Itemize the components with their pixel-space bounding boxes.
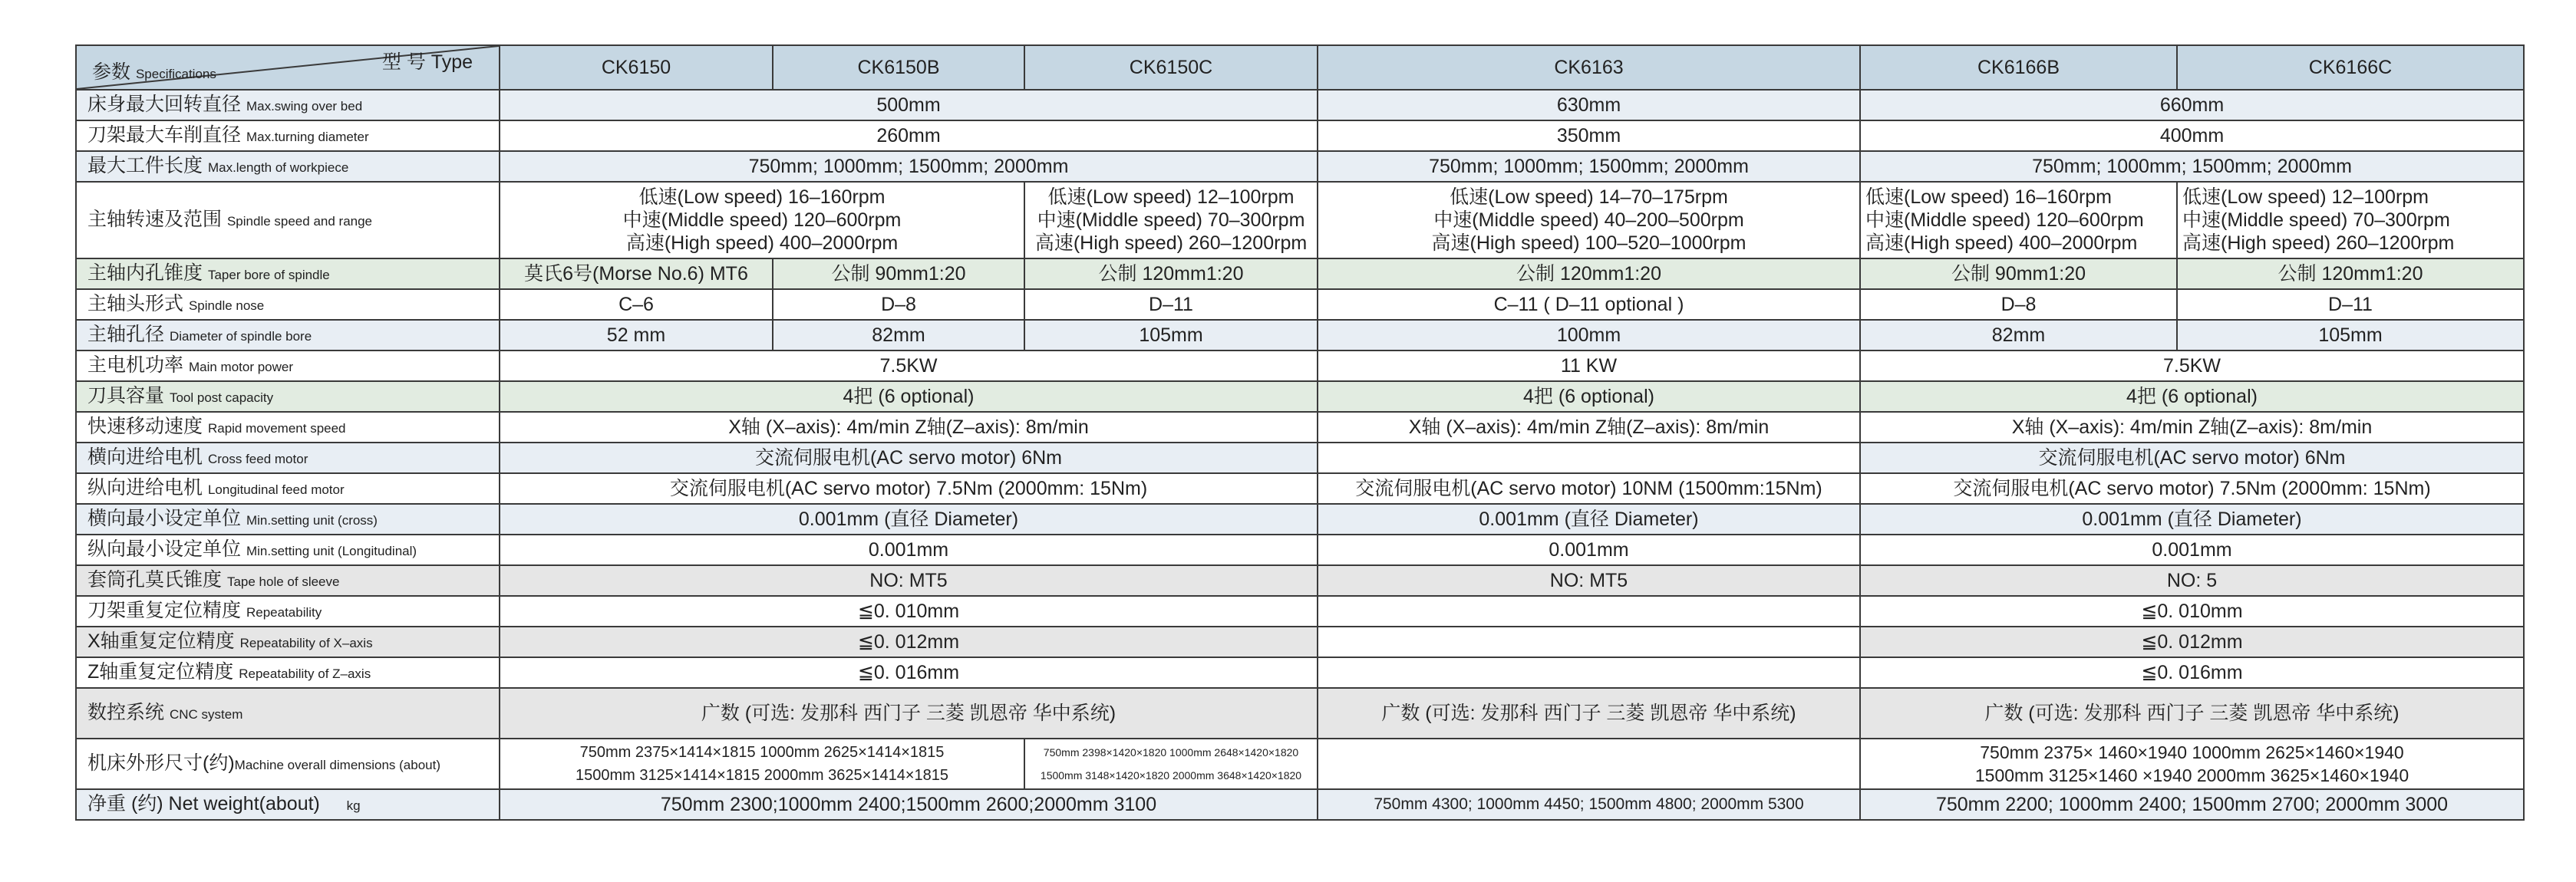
value-cell: 广数 (可选: 发那科 西门子 三菱 凯恩帝 华中系统) — [1318, 688, 1860, 739]
value-cell: 公制 120mm1:20 — [1024, 258, 1318, 289]
value-cell: 750mm 2375×1414×1815 1000mm 2625×1414×1815 1500mm 3125×1414×1815 2000mm 3625×1414×1815 — [500, 739, 1024, 789]
value-cell: 750mm 4300; 1000mm 4450; 1500mm 4800; 2000mm 5300 — [1318, 789, 1860, 820]
param-label: 净重 (约) Net weight(about) kg — [76, 789, 500, 820]
row-cnc — [76, 688, 2524, 739]
param-label: 数控系统 CNC system — [76, 688, 500, 739]
value-cell: 4把 (6 optional) — [500, 381, 1318, 412]
value-cell-empty — [1318, 443, 1860, 473]
param-label: 主轴转速及范围 Spindle speed and range — [76, 182, 500, 258]
header-corner-cell — [76, 45, 500, 90]
value-cell: 82mm — [1860, 320, 2177, 350]
param-label: 主轴内孔锥度 Taper bore of spindle — [76, 258, 500, 289]
param-label: 主轴孔径 Diameter of spindle bore — [76, 320, 500, 350]
value-cell: 0.001mm (直径 Diameter) — [1318, 504, 1860, 535]
param-label: 最大工件长度 Max.length of workpiece — [76, 151, 500, 182]
value-cell: 660mm — [1860, 90, 2524, 120]
row-spindle-speed — [76, 182, 2524, 258]
value-cell: 公制 90mm1:20 — [1860, 258, 2177, 289]
value-cell: 105mm — [1024, 320, 1318, 350]
value-cell: 交流伺服电机(AC servo motor) 6Nm — [1860, 443, 2524, 473]
param-label: X轴重复定位精度 Repeatability of X–axis — [76, 627, 500, 657]
row-dimensions — [76, 739, 2524, 789]
param-label: 横向最小设定单位 Min.setting unit (cross) — [76, 504, 500, 535]
row-motor — [76, 350, 2524, 381]
value-cell: ≦0. 012mm — [1860, 627, 2524, 657]
value-cell: 莫氏6号(Morse No.6) MT6 — [500, 258, 773, 289]
value-cell: 100mm — [1318, 320, 1860, 350]
value-cell: 750mm 2300;1000mm 2400;1500mm 2600;2000mm 3100 — [500, 789, 1318, 820]
value-cell-empty — [1318, 739, 1860, 789]
value-cell: X轴 (X–axis): 4m/min Z轴(Z–axis): 8m/min — [1860, 412, 2524, 443]
value-cell: 82mm — [773, 320, 1024, 350]
value-cell: 750mm; 1000mm; 1500mm; 2000mm — [1860, 151, 2524, 182]
param-label: Z轴重复定位精度 Repeatability of Z–axis — [76, 657, 500, 688]
value-cell-empty — [1318, 657, 1860, 688]
value-cell: 7.5KW — [500, 350, 1318, 381]
value-cell: 公制 120mm1:20 — [1318, 258, 1860, 289]
value-cell: NO: MT5 — [500, 565, 1318, 596]
value-cell: 公制 120mm1:20 — [2177, 258, 2524, 289]
param-label: 纵向最小设定单位 Min.setting unit (Longitudinal) — [76, 535, 500, 565]
value-cell: D–8 — [1860, 289, 2177, 320]
row-length — [76, 151, 2524, 182]
value-cell: ≦0. 010mm — [1860, 596, 2524, 627]
value-cell: 750mm; 1000mm; 1500mm; 2000mm — [1318, 151, 1860, 182]
value-cell: D–11 — [2177, 289, 2524, 320]
row-weight — [76, 789, 2524, 820]
value-cell: ≦0. 010mm — [500, 596, 1318, 627]
value-cell-empty — [1318, 627, 1860, 657]
model-ck6150b: CK6150B — [773, 45, 1024, 90]
row-cross-feed — [76, 443, 2524, 473]
value-cell: 低速(Low speed) 12–100rpm 中速(Middle speed) 70–300rpm 高速(High speed) 260–1200rpm — [2177, 182, 2524, 258]
row-bore — [76, 320, 2524, 350]
value-cell: 0.001mm (直径 Diameter) — [500, 504, 1318, 535]
row-min-cross — [76, 504, 2524, 535]
value-cell: 低速(Low speed) 16–160rpm 中速(Middle speed) 120–600rpm 高速(High speed) 400–2000rpm — [1860, 182, 2177, 258]
param-label: 刀架重复定位精度 Repeatability — [76, 596, 500, 627]
model-ck6166b: CK6166B — [1860, 45, 2177, 90]
row-min-long — [76, 535, 2524, 565]
value-cell: 0.001mm — [1860, 535, 2524, 565]
value-cell: 4把 (6 optional) — [1318, 381, 1860, 412]
value-cell: 交流伺服电机(AC servo motor) 6Nm — [500, 443, 1318, 473]
model-ck6163: CK6163 — [1318, 45, 1860, 90]
value-cell: 750mm 2398×1420×1820 1000mm 2648×1420×1820 1500mm 3148×1420×1820 2000mm 3648×1420×1820 — [1024, 739, 1318, 789]
value-cell: NO: 5 — [1860, 565, 2524, 596]
row-repeatability-z — [76, 657, 2524, 688]
model-ck6150: CK6150 — [500, 45, 773, 90]
param-label: 机床外形尺寸(约)Machine overall dimensions (about) — [76, 739, 500, 789]
value-cell: 630mm — [1318, 90, 1860, 120]
value-cell: 11 KW — [1318, 350, 1860, 381]
row-nose — [76, 289, 2524, 320]
value-cell: 400mm — [1860, 120, 2524, 151]
value-cell: ≦0. 016mm — [1860, 657, 2524, 688]
value-cell: 7.5KW — [1860, 350, 2524, 381]
param-label: 刀架最大车削直径 Max.turning diameter — [76, 120, 500, 151]
value-cell-empty — [1318, 596, 1860, 627]
value-cell: ≦0. 016mm — [500, 657, 1318, 688]
row-turning — [76, 120, 2524, 151]
param-label: 床身最大回转直径 Max.swing over bed — [76, 90, 500, 120]
header-row — [76, 45, 2524, 90]
value-cell: 低速(Low speed) 12–100rpm 中速(Middle speed) 70–300rpm 高速(High speed) 260–1200rpm — [1024, 182, 1318, 258]
value-cell: 750mm 2375× 1460×1940 1000mm 2625×1460×1940 1500mm 3125×1460 ×1940 2000mm 3625×1460×1940 — [1860, 739, 2524, 789]
value-cell: 750mm 2200; 1000mm 2400; 1500mm 2700; 2000mm 3000 — [1860, 789, 2524, 820]
value-cell: 500mm — [500, 90, 1318, 120]
row-swing — [76, 90, 2524, 120]
value-cell: 交流伺服电机(AC servo motor) 10NM (1500mm:15Nm) — [1318, 473, 1860, 504]
row-long-feed — [76, 473, 2524, 504]
value-cell: 105mm — [2177, 320, 2524, 350]
value-cell: 4把 (6 optional) — [1860, 381, 2524, 412]
value-cell: 低速(Low speed) 14–70–175rpm 中速(Middle speed) 40–200–500rpm 高速(High speed) 100–520–1000rpm — [1318, 182, 1860, 258]
value-cell: 750mm; 1000mm; 1500mm; 2000mm — [500, 151, 1318, 182]
value-cell: C–6 — [500, 289, 773, 320]
value-cell: X轴 (X–axis): 4m/min Z轴(Z–axis): 8m/min — [500, 412, 1318, 443]
value-cell: 0.001mm — [500, 535, 1318, 565]
value-cell: 0.001mm — [1318, 535, 1860, 565]
row-taper — [76, 258, 2524, 289]
param-label: 主轴头形式 Spindle nose — [76, 289, 500, 320]
value-cell: D–8 — [773, 289, 1024, 320]
spec-table — [75, 44, 2525, 821]
value-cell: D–11 — [1024, 289, 1318, 320]
param-label: 主电机功率 Main motor power — [76, 350, 500, 381]
value-cell: 交流伺服电机(AC servo motor) 7.5Nm (2000mm: 15Nm) — [1860, 473, 2524, 504]
value-cell: C–11 ( D–11 optional ) — [1318, 289, 1860, 320]
param-label: 快速移动速度 Rapid movement speed — [76, 412, 500, 443]
value-cell: NO: MT5 — [1318, 565, 1860, 596]
model-ck6150c: CK6150C — [1024, 45, 1318, 90]
row-repeatability-x — [76, 627, 2524, 657]
param-label: 横向进给电机 Cross feed motor — [76, 443, 500, 473]
param-label: 纵向进给电机 Longitudinal feed motor — [76, 473, 500, 504]
value-cell: 低速(Low speed) 16–160rpm 中速(Middle speed) 120–600rpm 高速(High speed) 400–2000rpm — [500, 182, 1024, 258]
header-type-label: 型 号 Type — [381, 51, 473, 73]
value-cell: 交流伺服电机(AC servo motor) 7.5Nm (2000mm: 15Nm) — [500, 473, 1318, 504]
value-cell: 350mm — [1318, 120, 1860, 151]
value-cell: 52 mm — [500, 320, 773, 350]
value-cell: X轴 (X–axis): 4m/min Z轴(Z–axis): 8m/min — [1318, 412, 1860, 443]
param-label: 刀具容量 Tool post capacity — [76, 381, 500, 412]
row-toolpost — [76, 381, 2524, 412]
row-rapid — [76, 412, 2524, 443]
row-sleeve — [76, 565, 2524, 596]
value-cell: 广数 (可选: 发那科 西门子 三菱 凯恩帝 华中系统) — [500, 688, 1318, 739]
value-cell: 260mm — [500, 120, 1318, 151]
value-cell: 0.001mm (直径 Diameter) — [1860, 504, 2524, 535]
param-label: 套筒孔莫氏锥度 Tape hole of sleeve — [76, 565, 500, 596]
value-cell: 公制 90mm1:20 — [773, 258, 1024, 289]
value-cell: 广数 (可选: 发那科 西门子 三菱 凯恩帝 华中系统) — [1860, 688, 2524, 739]
row-repeatability — [76, 596, 2524, 627]
value-cell: ≦0. 012mm — [500, 627, 1318, 657]
header-spec-label: 参数 Specifications — [92, 61, 216, 83]
model-ck6166c: CK6166C — [2177, 45, 2524, 90]
